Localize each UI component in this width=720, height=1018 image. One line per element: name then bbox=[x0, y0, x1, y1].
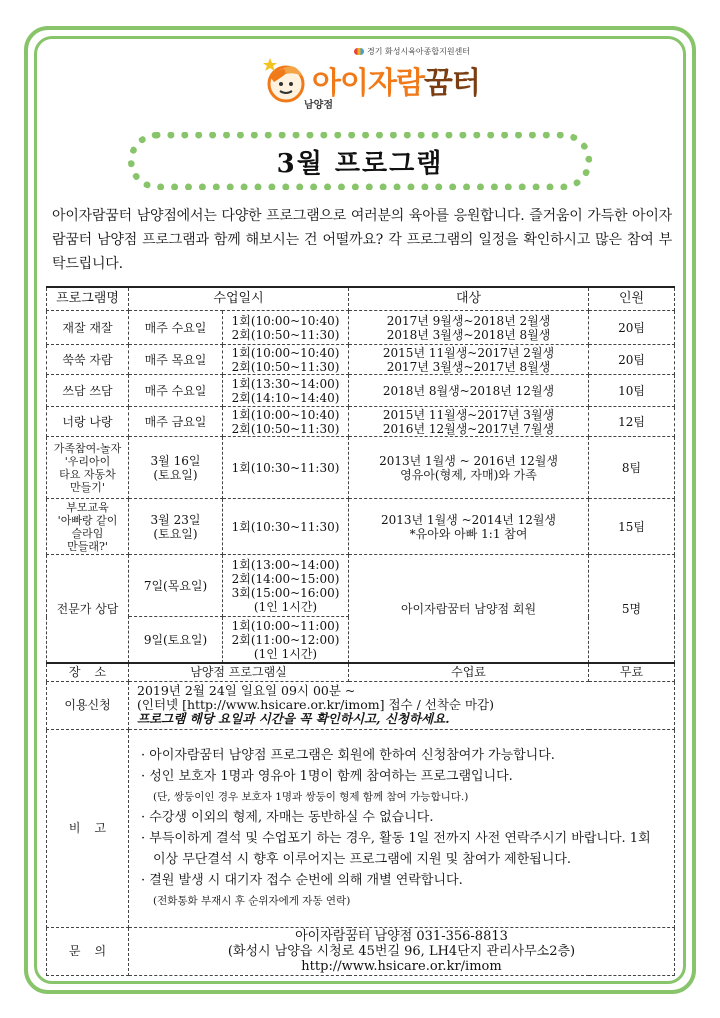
brand-name bbox=[312, 58, 480, 102]
apply-reminder: 프로그램 해당 요일과 시간을 꼭 확인하시고, 신청하세요. bbox=[137, 711, 450, 726]
program-name: 너랑 나랑 bbox=[47, 407, 129, 437]
brand-name-b: 꿈터 bbox=[423, 66, 480, 101]
date-line: (토요일) bbox=[153, 526, 198, 541]
page-title: 3월 프로그램 bbox=[276, 148, 444, 179]
name-line: 타요 자동차 bbox=[59, 467, 116, 481]
target-1: 2013년 1월생 ~2014년 12월생 bbox=[380, 512, 557, 527]
notes-row bbox=[47, 729, 675, 927]
expert-day-1: 7일(목요일) bbox=[129, 555, 223, 617]
session-note: (1인 1시간) bbox=[253, 599, 318, 614]
target-1: 2013년 1월생 ~ 2016년 12월생 bbox=[379, 453, 558, 468]
family-date bbox=[129, 437, 223, 499]
program-table bbox=[46, 286, 675, 663]
target-2: *유아와 아빠 1:1 참여 bbox=[409, 526, 528, 541]
header-program: 프로그램명 bbox=[47, 287, 129, 311]
date-line: 3월 23일 bbox=[150, 512, 201, 527]
family-capacity: 8팀 bbox=[589, 437, 675, 499]
session-note: (1인 1시간) bbox=[253, 646, 318, 661]
program-day: 매주 금요일 bbox=[129, 407, 223, 437]
header-schedule: 수업일시 bbox=[129, 287, 349, 311]
session-1: 1회(10:00~10:40) bbox=[231, 313, 340, 328]
date-line: 3월 16일 bbox=[150, 453, 201, 468]
apply-label: 이용신청 bbox=[47, 681, 129, 729]
name-line: 슬라임 bbox=[71, 526, 104, 540]
note-item: · 결원 발생 시 대기자 접수 순번에 의해 개별 연락합니다. bbox=[141, 873, 463, 888]
notes-content bbox=[129, 729, 675, 927]
name-line: '아빠랑 같이 bbox=[57, 513, 118, 527]
table-row bbox=[47, 345, 675, 375]
program-target bbox=[349, 311, 589, 345]
place-label: 장소 bbox=[47, 663, 129, 681]
session-1: 1회(10:00~11:00) bbox=[231, 618, 340, 633]
date-line: (토요일) bbox=[153, 467, 198, 482]
info-table bbox=[46, 662, 675, 976]
program-target bbox=[349, 407, 589, 437]
program-day: 매주 목요일 bbox=[129, 345, 223, 375]
session-2: 2회(10:50~11:30) bbox=[231, 327, 340, 342]
note-item: · 부득이하게 결석 및 수업포기 하는 경우, 활동 1일 전까지 사전 연락주시기 바랍니다. 1회 이상 무단결석 시 향후 이루어지는 프로그램에 지원 및 참여가 제한됩니다. bbox=[141, 831, 651, 867]
apply-row bbox=[47, 681, 675, 729]
target-1: 2015년 11월생~2017년 2월생 bbox=[382, 345, 555, 360]
family-program-name bbox=[47, 437, 129, 499]
target-2: 2016년 12월생~2017년 7월생 bbox=[382, 421, 555, 436]
intro-text: 아이자람꿈터 남양점에서는 다양한 프로그램으로 여러분의 육아를 응원합니다. 즐거움이 가득한 아이자람꿈터 남양점 프로그램과 함께 해보시는 건 어떨까요? 각 프로그램의 일정을 확인하시고 많은 참여 부탁드립니다. bbox=[52, 208, 672, 272]
fee-value: 무료 bbox=[589, 663, 675, 681]
program-target bbox=[349, 375, 589, 407]
table-row-expert-1 bbox=[47, 555, 675, 617]
note-item: · 성인 보호자 1명과 영유아 1명이 함께 참여하는 프로그램입니다. bbox=[141, 769, 513, 784]
header-target: 대상 bbox=[349, 287, 589, 311]
program-target bbox=[349, 345, 589, 375]
program-name: 재잘 재잘 bbox=[47, 311, 129, 345]
apply-period: 2019년 2월 24일 일요일 09시 00분 ~ bbox=[137, 683, 356, 698]
session-3: 3회(15:00~16:00) bbox=[231, 585, 340, 600]
session-2: 2회(10:50~11:30) bbox=[231, 359, 340, 374]
expert-sessions-1 bbox=[223, 555, 349, 617]
branch-name: 남양점 bbox=[304, 100, 333, 111]
program-capacity: 20팀 bbox=[589, 345, 675, 375]
contact-url[interactable]: http://www.hsicare.or.kr/imom bbox=[301, 958, 502, 974]
name-line: 만들기' bbox=[70, 480, 105, 494]
place-value: 남양점 프로그램실 bbox=[129, 663, 349, 681]
table-row-parent bbox=[47, 499, 675, 555]
brand-name-a: 아이자람 bbox=[312, 66, 424, 101]
name-line: 가족참여-놀자 bbox=[53, 441, 122, 455]
logo bbox=[262, 46, 482, 110]
expert-program-name: 전문가 상담 bbox=[47, 555, 129, 663]
program-capacity: 10팀 bbox=[589, 375, 675, 407]
expert-target: 아이자람꿈터 남양점 회원 bbox=[349, 555, 589, 663]
contact-details bbox=[129, 927, 675, 975]
contact-label: 문의 bbox=[47, 927, 129, 975]
expert-capacity: 5명 bbox=[589, 555, 675, 663]
note-item: · 아이자람꿈터 남양점 프로그램은 회원에 한하여 신청참여가 가능합니다. bbox=[141, 748, 555, 763]
expert-day-2: 9일(토요일) bbox=[129, 617, 223, 663]
session-1: 1회(10:00~10:40) bbox=[231, 345, 340, 360]
parent-program-name bbox=[47, 499, 129, 555]
session-2: 2회(10:50~11:30) bbox=[231, 421, 340, 436]
fee-label: 수업료 bbox=[349, 663, 589, 681]
program-sessions bbox=[223, 345, 349, 375]
note-item: · 수강생 이외의 형제, 자매는 동반하실 수 없습니다. bbox=[141, 810, 434, 825]
contact-row bbox=[47, 927, 675, 975]
table-row bbox=[47, 407, 675, 437]
center-name: 경기 화성시육아종합지원센터 bbox=[354, 46, 470, 57]
family-session: 1회(10:30~11:30) bbox=[223, 437, 349, 499]
program-sessions bbox=[223, 375, 349, 407]
target-2: 2017년 3월생~2017년 8월생 bbox=[386, 359, 551, 374]
note-subitem: (단, 쌍둥이인 경우 보호자 1명과 쌍둥이 형제 함께 참여 가능합니다.) bbox=[153, 791, 469, 803]
note-subitem: (전화통화 부재시 후 순위자에게 자동 연락) bbox=[153, 895, 351, 907]
apply-details bbox=[129, 681, 675, 729]
table-row-family bbox=[47, 437, 675, 499]
target-2: 영유아(형제, 자매)와 가족 bbox=[400, 467, 537, 482]
table-row bbox=[47, 311, 675, 345]
target-2: 2018년 3월생~2018년 8월생 bbox=[386, 327, 551, 342]
name-line: 만들래?' bbox=[67, 539, 108, 553]
program-sessions bbox=[223, 407, 349, 437]
program-name: 쓰담 쓰담 bbox=[47, 375, 129, 407]
session-2: 2회(14:00~15:00) bbox=[231, 571, 340, 586]
session-2: 2회(11:00~12:00) bbox=[231, 632, 340, 647]
name-line: '우리아이 bbox=[64, 454, 111, 468]
program-name: 쑥쑥 자람 bbox=[47, 345, 129, 375]
session-1: 1회(13:30~14:00) bbox=[231, 376, 340, 391]
program-capacity: 20팀 bbox=[589, 311, 675, 345]
session-2: 2회(14:10~14:40) bbox=[231, 390, 340, 405]
expert-sessions-2 bbox=[223, 617, 349, 663]
table-header-row bbox=[47, 287, 675, 311]
parent-capacity: 15팀 bbox=[589, 499, 675, 555]
session-1: 1회(10:00~10:40) bbox=[231, 407, 340, 422]
header-capacity: 인원 bbox=[589, 287, 675, 311]
notes-label: 비고 bbox=[47, 729, 129, 927]
program-sessions bbox=[223, 311, 349, 345]
name-line: 부모교육 bbox=[66, 500, 109, 514]
apply-method[interactable]: (인터넷 [http://www.hsicare.or.kr/imom] 접수 / 선착순 마감) bbox=[137, 697, 495, 712]
program-day: 매주 수요일 bbox=[129, 311, 223, 345]
target-1: 2015년 11월생~2017년 3월생 bbox=[382, 407, 555, 422]
target-1: 2018년 8월생~2018년 12월생 bbox=[382, 383, 555, 398]
contact-address: (화성시 남양읍 시청로 45번길 96, LH4단지 관리사무소2층) bbox=[227, 943, 576, 959]
program-capacity: 12팀 bbox=[589, 407, 675, 437]
table-row bbox=[47, 375, 675, 407]
child-face-icon bbox=[262, 56, 310, 104]
parent-date bbox=[129, 499, 223, 555]
place-row bbox=[47, 663, 675, 681]
title-box bbox=[128, 132, 592, 190]
target-1: 2017년 9월생~2018년 2월생 bbox=[386, 313, 551, 328]
session-1: 1회(13:00~14:00) bbox=[231, 557, 340, 572]
contact-phone: 아이자람꿈터 남양점 031-356-8813 bbox=[295, 928, 508, 944]
parent-target bbox=[349, 499, 589, 555]
program-day: 매주 수요일 bbox=[129, 375, 223, 407]
family-target bbox=[349, 437, 589, 499]
parent-session: 1회(10:30~11:30) bbox=[223, 499, 349, 555]
